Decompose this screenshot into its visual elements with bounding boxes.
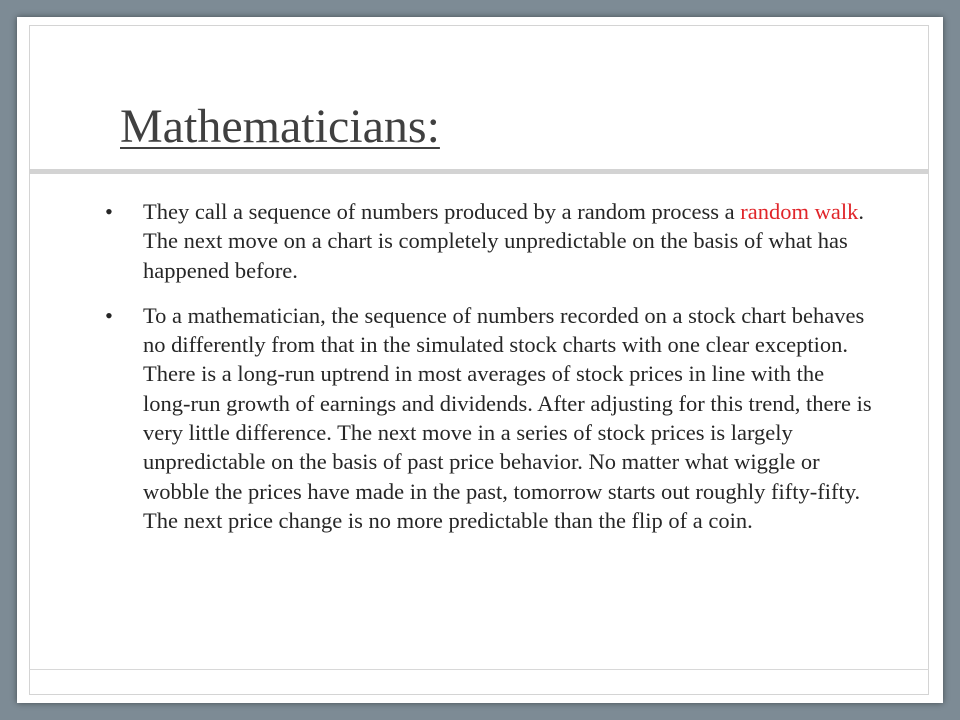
bullet-list bbox=[105, 197, 875, 551]
footer-divider bbox=[29, 669, 929, 670]
highlighted-term: random walk bbox=[740, 199, 859, 224]
bullet-text: To a mathematician, the sequence of numbers recorded on a stock chart behaves no differently from that in the simulated stock charts with one clear exception. There is a long-run uptrend in most averages of stock prices in line with the long-run growth of earnings and dividends. After adjusting for this trend, there is very little difference. The next move in a series of stock prices is largely unpredictable on the basis of past price behavior. No matter what wiggle or wobble the prices have made in the past, tomorrow starts out roughly fifty-fifty. The next price change is no more predictable than the flip of a coin. bbox=[143, 302, 872, 533]
bullet-marker: • bbox=[105, 302, 113, 328]
title-divider bbox=[29, 169, 929, 174]
bullet-item bbox=[105, 197, 875, 285]
bullet-text-part: . The next move on a chart is completely unpredictable on the basis of what has happened before. bbox=[143, 199, 864, 283]
bullet-marker: • bbox=[105, 199, 113, 224]
slide bbox=[17, 17, 943, 703]
bullet-text-part: They call a sequence of numbers produced by a random process a bbox=[143, 199, 741, 224]
slide-title: Mathematicians: bbox=[120, 100, 440, 153]
bullet-item bbox=[105, 301, 875, 535]
